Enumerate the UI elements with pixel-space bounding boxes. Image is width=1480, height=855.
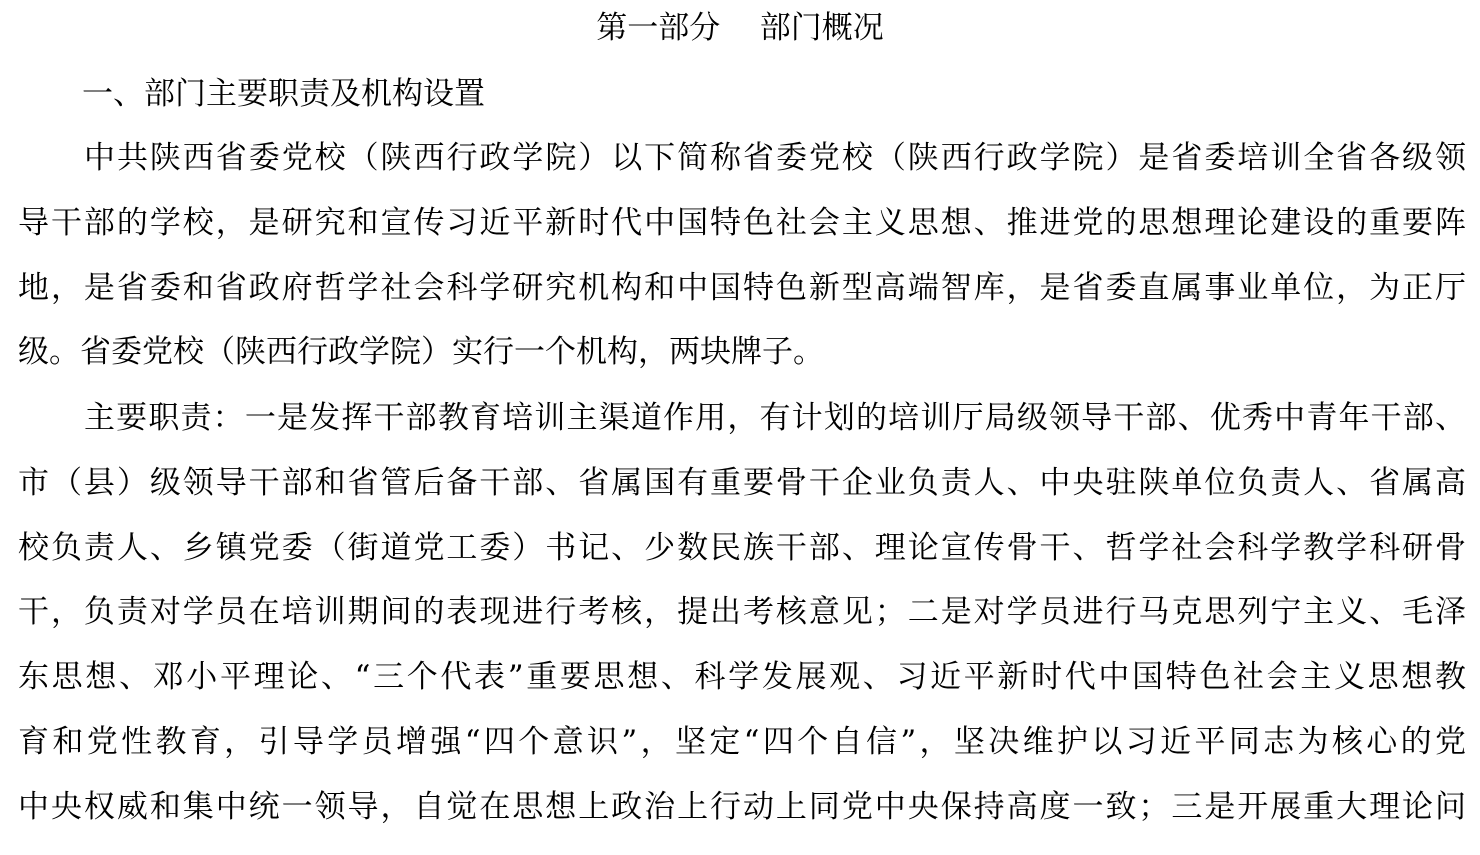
paragraph-line: 级。省委党校（陕西行政学院）实行一个机构，两块牌子。: [18, 334, 824, 371]
paragraph-line: 育和党性教育，引导学员增强“四个意识”，坚定“四个自信”，坚决维护以习近平同志为核心的党: [18, 723, 1466, 760]
paragraph-line: 导干部的学校，是研究和宣传习近平新时代中国特色社会主义思想、推进党的思想理论建设的重要阵: [18, 204, 1466, 241]
paragraph-overview: [18, 126, 1466, 385]
paragraph-line: 市（县）级领导干部和省管后备干部、省属国有重要骨干企业负责人、中央驻陕单位负责人、省属高: [18, 464, 1466, 501]
paragraph-responsibilities: [18, 386, 1466, 840]
paragraph-line: 主要职责：一是发挥干部教育培训主渠道作用，有计划的培训厅局级领导干部、优秀中青年干部、: [84, 400, 1466, 436]
paragraph-line: 东思想、邓小平理论、“三个代表”重要思想、科学发展观、习近平新时代中国特色社会主义思想教: [18, 659, 1466, 696]
paragraph-line: 校负责人、乡镇党委（街道党工委）书记、少数民族干部、理论宣传骨干、哲学社会科学教学科研骨: [18, 529, 1466, 566]
paragraph-line: 中央权威和集中统一领导，自觉在思想上政治上行动上同党中央保持高度一致；三是开展重大理论问: [18, 788, 1466, 825]
paragraph-line: 干，负责对学员在培训期间的表现进行考核，提出考核意见；二是对学员进行马克思列宁主义、毛泽: [18, 594, 1466, 631]
paragraph-line: 地，是省委和省政府哲学社会科学研究机构和中国特色新型高端智库，是省委直属事业单位，为正厅: [18, 269, 1466, 306]
part-title: 第一部分 部门概况: [596, 10, 884, 46]
paragraph-line: 中共陕西省委党校（陕西行政学院）以下简称省委党校（陕西行政学院）是省委培训全省各级领: [84, 140, 1466, 176]
section-heading: 一、部门主要职责及机构设置: [82, 76, 485, 112]
